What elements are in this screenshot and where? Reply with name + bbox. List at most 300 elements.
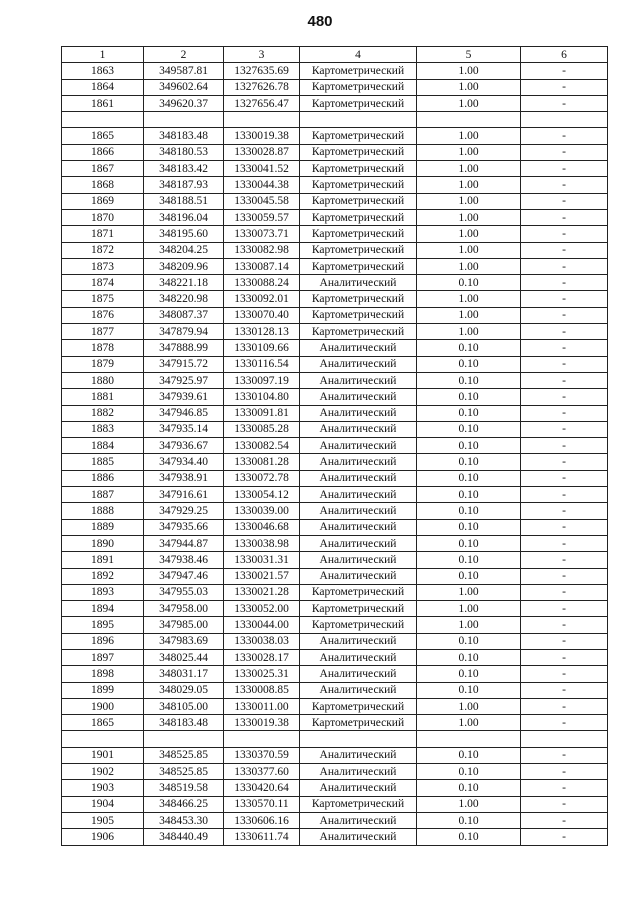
table-cell: Картометрический — [300, 79, 417, 95]
table-cell: 1.00 — [417, 144, 521, 160]
table-row — [62, 161, 608, 177]
table-cell: 1.00 — [417, 63, 521, 79]
table-cell: - — [521, 389, 608, 405]
table-cell: 1880 — [62, 372, 144, 388]
table-cell: 1330085.28 — [224, 421, 300, 437]
table-cell: 1330044.38 — [224, 177, 300, 193]
table-cell: 1883 — [62, 421, 144, 437]
table-cell: Картометрический — [300, 63, 417, 79]
table-cell: Картометрический — [300, 617, 417, 633]
table-row — [62, 454, 608, 470]
table-cell: Картометрический — [300, 584, 417, 600]
table-cell: 1898 — [62, 666, 144, 682]
table-cell: 1330091.81 — [224, 405, 300, 421]
table-cell: 1330011.00 — [224, 698, 300, 714]
table-cell: 1330059.57 — [224, 209, 300, 225]
table-cell: 347888.99 — [144, 340, 224, 356]
table-row — [62, 63, 608, 79]
table-cell: - — [521, 666, 608, 682]
table-cell: 347934.40 — [144, 454, 224, 470]
table-cell: 348220.98 — [144, 291, 224, 307]
table-row — [62, 112, 608, 128]
table-cell: 1904 — [62, 796, 144, 812]
table-cell: - — [521, 193, 608, 209]
table-cell: 347925.97 — [144, 372, 224, 388]
table-cell: 1888 — [62, 503, 144, 519]
table-cell: 1.00 — [417, 209, 521, 225]
table-cell: 347879.94 — [144, 324, 224, 340]
table-cell: 349587.81 — [144, 63, 224, 79]
table-cell: 349620.37 — [144, 95, 224, 111]
table-cell: 1896 — [62, 633, 144, 649]
table-cell: - — [521, 698, 608, 714]
table-cell: - — [521, 258, 608, 274]
table-cell: Аналитический — [300, 812, 417, 828]
table-cell: 1900 — [62, 698, 144, 714]
table-cell: 348087.37 — [144, 307, 224, 323]
table-cell: 0.10 — [417, 812, 521, 828]
table-cell: Аналитический — [300, 389, 417, 405]
table-cell: - — [521, 79, 608, 95]
table-cell: 1.00 — [417, 258, 521, 274]
table-cell: 1330021.57 — [224, 568, 300, 584]
table-cell: 1330025.31 — [224, 666, 300, 682]
table-cell: Аналитический — [300, 535, 417, 551]
table-cell: 1327635.69 — [224, 63, 300, 79]
table-cell — [521, 731, 608, 747]
table-cell: 1899 — [62, 682, 144, 698]
table-cell: - — [521, 519, 608, 535]
table-cell: - — [521, 63, 608, 79]
table-cell: - — [521, 682, 608, 698]
table-cell: 1865 — [62, 715, 144, 731]
table-cell: 348183.48 — [144, 128, 224, 144]
table-cell: 348209.96 — [144, 258, 224, 274]
table-row — [62, 552, 608, 568]
table-row — [62, 796, 608, 812]
table-cell — [300, 731, 417, 747]
table-cell: 1897 — [62, 649, 144, 665]
table-cell: 1330611.74 — [224, 829, 300, 845]
table-row — [62, 79, 608, 95]
table-row — [62, 601, 608, 617]
table-cell: - — [521, 144, 608, 160]
table-cell: Аналитический — [300, 438, 417, 454]
table-cell: 1330377.60 — [224, 764, 300, 780]
table-row — [62, 144, 608, 160]
table-header-row — [62, 47, 608, 63]
table-cell: 348031.17 — [144, 666, 224, 682]
table-row — [62, 812, 608, 828]
table-cell: - — [521, 291, 608, 307]
table-cell: 0.10 — [417, 372, 521, 388]
table-row — [62, 242, 608, 258]
table-cell: Картометрический — [300, 291, 417, 307]
table-cell: 1330128.13 — [224, 324, 300, 340]
table-cell: 1330054.12 — [224, 487, 300, 503]
table-cell: 348195.60 — [144, 226, 224, 242]
table-cell: 1.00 — [417, 291, 521, 307]
table-cell: 349602.64 — [144, 79, 224, 95]
table-row — [62, 95, 608, 111]
table-row — [62, 764, 608, 780]
table-row — [62, 193, 608, 209]
table-cell: 0.10 — [417, 682, 521, 698]
table-cell: Аналитический — [300, 764, 417, 780]
table-cell: 1902 — [62, 764, 144, 780]
table-row — [62, 584, 608, 600]
table-cell: 1330028.87 — [224, 144, 300, 160]
table-cell: 0.10 — [417, 503, 521, 519]
table-cell: 347946.85 — [144, 405, 224, 421]
table-cell: 347935.14 — [144, 421, 224, 437]
table-cell: - — [521, 372, 608, 388]
table-cell — [144, 731, 224, 747]
table-cell: 0.10 — [417, 519, 521, 535]
table-cell: 1.00 — [417, 617, 521, 633]
table-cell: 1330028.17 — [224, 649, 300, 665]
table-cell: - — [521, 503, 608, 519]
table-cell: 1877 — [62, 324, 144, 340]
table-cell: 1869 — [62, 193, 144, 209]
table-cell: 1868 — [62, 177, 144, 193]
table-cell: - — [521, 812, 608, 828]
table-cell: - — [521, 601, 608, 617]
table-cell: 0.10 — [417, 829, 521, 845]
table-cell: Аналитический — [300, 421, 417, 437]
table-cell: 1330039.00 — [224, 503, 300, 519]
table-cell: Картометрический — [300, 242, 417, 258]
column-header: 3 — [224, 47, 300, 63]
table-cell: 0.10 — [417, 340, 521, 356]
table-cell: Картометрический — [300, 796, 417, 812]
table-cell: - — [521, 242, 608, 258]
table-cell: 1873 — [62, 258, 144, 274]
table-cell: 348453.30 — [144, 812, 224, 828]
table-cell: 1871 — [62, 226, 144, 242]
table-cell: 348196.04 — [144, 209, 224, 225]
table-cell: - — [521, 161, 608, 177]
table-cell: 0.10 — [417, 438, 521, 454]
table-row — [62, 519, 608, 535]
table-cell: 1884 — [62, 438, 144, 454]
table-cell: 348525.85 — [144, 764, 224, 780]
table-cell: 0.10 — [417, 470, 521, 486]
table-cell: Картометрический — [300, 177, 417, 193]
table-cell: 1330019.38 — [224, 128, 300, 144]
table-cell: 348466.25 — [144, 796, 224, 812]
table-cell: 1887 — [62, 487, 144, 503]
table-cell: 348105.00 — [144, 698, 224, 714]
table-cell: 1330116.54 — [224, 356, 300, 372]
table-cell: 1893 — [62, 584, 144, 600]
table-cell: Аналитический — [300, 747, 417, 763]
table-cell: - — [521, 405, 608, 421]
table-cell: - — [521, 617, 608, 633]
table-cell: Аналитический — [300, 568, 417, 584]
table-row — [62, 666, 608, 682]
table-cell: Аналитический — [300, 649, 417, 665]
table-cell: 1330052.00 — [224, 601, 300, 617]
table-cell: 1.00 — [417, 177, 521, 193]
table-cell: 1330606.16 — [224, 812, 300, 828]
table-cell: 347955.03 — [144, 584, 224, 600]
table-cell: - — [521, 633, 608, 649]
table-cell: 0.10 — [417, 389, 521, 405]
table-cell: - — [521, 584, 608, 600]
table-cell: 1863 — [62, 63, 144, 79]
column-header: 2 — [144, 47, 224, 63]
table-row — [62, 731, 608, 747]
table-cell: 1885 — [62, 454, 144, 470]
table-cell: Картометрический — [300, 209, 417, 225]
table-cell: 1.00 — [417, 584, 521, 600]
table-cell: 1330044.00 — [224, 617, 300, 633]
table-cell: 1327656.47 — [224, 95, 300, 111]
table-cell: 347936.67 — [144, 438, 224, 454]
table-cell: Картометрический — [300, 324, 417, 340]
table-cell: 1330031.31 — [224, 552, 300, 568]
table-cell: Аналитический — [300, 275, 417, 291]
table-cell: 1876 — [62, 307, 144, 323]
table-cell: Аналитический — [300, 666, 417, 682]
table-cell: 348440.49 — [144, 829, 224, 845]
table-cell: 1330370.59 — [224, 747, 300, 763]
table-cell: 347944.87 — [144, 535, 224, 551]
table-cell: 1330104.80 — [224, 389, 300, 405]
table-cell: - — [521, 470, 608, 486]
table-cell: - — [521, 829, 608, 845]
table-cell: Аналитический — [300, 454, 417, 470]
table-cell — [144, 112, 224, 128]
table-cell: Аналитический — [300, 519, 417, 535]
table-cell: Аналитический — [300, 356, 417, 372]
table-row — [62, 324, 608, 340]
table-row — [62, 829, 608, 845]
table-cell — [224, 112, 300, 128]
column-header: 6 — [521, 47, 608, 63]
table-cell: 1905 — [62, 812, 144, 828]
table-cell: 0.10 — [417, 764, 521, 780]
table-cell: 1865 — [62, 128, 144, 144]
table-cell: 1330088.24 — [224, 275, 300, 291]
table-cell: Аналитический — [300, 780, 417, 796]
table-cell: 1870 — [62, 209, 144, 225]
table-cell: 348221.18 — [144, 275, 224, 291]
table-cell: Аналитический — [300, 340, 417, 356]
table-cell — [224, 731, 300, 747]
table-cell: 1.00 — [417, 95, 521, 111]
table-cell: 1330092.01 — [224, 291, 300, 307]
table-cell: 1866 — [62, 144, 144, 160]
table-cell: Аналитический — [300, 829, 417, 845]
table-cell — [417, 731, 521, 747]
table-cell: 1878 — [62, 340, 144, 356]
table-cell: 1901 — [62, 747, 144, 763]
table-cell: 347929.25 — [144, 503, 224, 519]
table-cell: Картометрический — [300, 161, 417, 177]
table-cell: 1.00 — [417, 193, 521, 209]
table-cell: 1330081.28 — [224, 454, 300, 470]
table-cell: - — [521, 356, 608, 372]
table-cell: 1.00 — [417, 796, 521, 812]
table-cell: - — [521, 226, 608, 242]
table-cell: 1906 — [62, 829, 144, 845]
table-cell: 1.00 — [417, 601, 521, 617]
table-cell: 1886 — [62, 470, 144, 486]
table-cell: Аналитический — [300, 405, 417, 421]
column-header: 1 — [62, 47, 144, 63]
table-cell: 0.10 — [417, 454, 521, 470]
table-cell: 1.00 — [417, 715, 521, 731]
table-cell: Аналитический — [300, 552, 417, 568]
table-cell: 1.00 — [417, 79, 521, 95]
table-cell: 1903 — [62, 780, 144, 796]
table-row — [62, 617, 608, 633]
table-cell: 0.10 — [417, 552, 521, 568]
table-row — [62, 438, 608, 454]
table-cell: Аналитический — [300, 470, 417, 486]
table-cell: 0.10 — [417, 356, 521, 372]
table-cell: 347983.69 — [144, 633, 224, 649]
table-row — [62, 340, 608, 356]
table-cell: 1330072.78 — [224, 470, 300, 486]
table-row — [62, 682, 608, 698]
table-cell: 0.10 — [417, 535, 521, 551]
table-cell: 348183.42 — [144, 161, 224, 177]
table-cell: 1881 — [62, 389, 144, 405]
table-cell: 1889 — [62, 519, 144, 535]
table-cell: 1330021.28 — [224, 584, 300, 600]
table-cell: - — [521, 275, 608, 291]
table-cell: 1330097.19 — [224, 372, 300, 388]
table-row — [62, 698, 608, 714]
table-cell — [62, 112, 144, 128]
table-cell: 348187.93 — [144, 177, 224, 193]
table-cell: - — [521, 747, 608, 763]
table-cell: - — [521, 780, 608, 796]
table-cell: 1892 — [62, 568, 144, 584]
table-cell: 1330570.11 — [224, 796, 300, 812]
table-row — [62, 633, 608, 649]
table-row — [62, 487, 608, 503]
table-cell: Картометрический — [300, 601, 417, 617]
table-row — [62, 209, 608, 225]
table-cell: - — [521, 177, 608, 193]
table-cell: 1875 — [62, 291, 144, 307]
table-cell: Картометрический — [300, 226, 417, 242]
table-cell: 1882 — [62, 405, 144, 421]
table-cell: 1330038.03 — [224, 633, 300, 649]
table-cell: 1327626.78 — [224, 79, 300, 95]
table-cell: 348180.53 — [144, 144, 224, 160]
table-cell: - — [521, 209, 608, 225]
table-cell: 348188.51 — [144, 193, 224, 209]
table-cell: 0.10 — [417, 405, 521, 421]
table-cell: Аналитический — [300, 487, 417, 503]
table-cell: Аналитический — [300, 633, 417, 649]
table-cell: 1867 — [62, 161, 144, 177]
table-cell: 347916.61 — [144, 487, 224, 503]
table-cell: 1861 — [62, 95, 144, 111]
table-cell: 1330019.38 — [224, 715, 300, 731]
table-cell: 1894 — [62, 601, 144, 617]
table-cell: 1.00 — [417, 242, 521, 258]
table-cell: 1890 — [62, 535, 144, 551]
table-row — [62, 372, 608, 388]
table-cell: 0.10 — [417, 666, 521, 682]
table-cell: 1330082.98 — [224, 242, 300, 258]
table-cell: 1330041.52 — [224, 161, 300, 177]
table-cell — [62, 731, 144, 747]
page-number: 480 — [307, 13, 333, 30]
table-cell: 1330038.98 — [224, 535, 300, 551]
table-cell: - — [521, 764, 608, 780]
table-cell: 348025.44 — [144, 649, 224, 665]
table-cell: 1330109.66 — [224, 340, 300, 356]
table-cell: - — [521, 535, 608, 551]
table-cell: 347958.00 — [144, 601, 224, 617]
table-cell: 1864 — [62, 79, 144, 95]
table-cell: - — [521, 454, 608, 470]
table-cell: 347938.46 — [144, 552, 224, 568]
table-row — [62, 568, 608, 584]
table-cell: 1330008.85 — [224, 682, 300, 698]
table-row — [62, 356, 608, 372]
table-cell: 347985.00 — [144, 617, 224, 633]
table-cell: 347935.66 — [144, 519, 224, 535]
table-cell: 1879 — [62, 356, 144, 372]
table-cell: - — [521, 487, 608, 503]
table-cell: 1872 — [62, 242, 144, 258]
table-cell: - — [521, 552, 608, 568]
table-cell: 0.10 — [417, 649, 521, 665]
table-row — [62, 307, 608, 323]
table-cell: 0.10 — [417, 487, 521, 503]
table-cell: Картометрический — [300, 307, 417, 323]
coordinates-table — [61, 46, 608, 846]
table-cell: 347947.46 — [144, 568, 224, 584]
table-cell: 0.10 — [417, 568, 521, 584]
table-cell: Аналитический — [300, 372, 417, 388]
table-row — [62, 649, 608, 665]
table-row — [62, 405, 608, 421]
column-header: 5 — [417, 47, 521, 63]
table-cell: 1874 — [62, 275, 144, 291]
table-cell: - — [521, 796, 608, 812]
table-row — [62, 747, 608, 763]
table-cell: 1.00 — [417, 226, 521, 242]
table-cell: 0.10 — [417, 421, 521, 437]
table-cell: - — [521, 307, 608, 323]
table-cell: - — [521, 95, 608, 111]
table-row — [62, 258, 608, 274]
table-cell: 0.10 — [417, 747, 521, 763]
table-cell: 348029.05 — [144, 682, 224, 698]
table-cell: Картометрический — [300, 95, 417, 111]
table-cell: Картометрический — [300, 258, 417, 274]
table-cell: 348519.58 — [144, 780, 224, 796]
table-cell — [417, 112, 521, 128]
table-row — [62, 535, 608, 551]
table-cell: 1330420.64 — [224, 780, 300, 796]
table-cell: Картометрический — [300, 193, 417, 209]
column-header: 4 — [300, 47, 417, 63]
table-cell: 1895 — [62, 617, 144, 633]
table-cell: 1.00 — [417, 128, 521, 144]
table-cell: 1.00 — [417, 698, 521, 714]
table-row — [62, 291, 608, 307]
